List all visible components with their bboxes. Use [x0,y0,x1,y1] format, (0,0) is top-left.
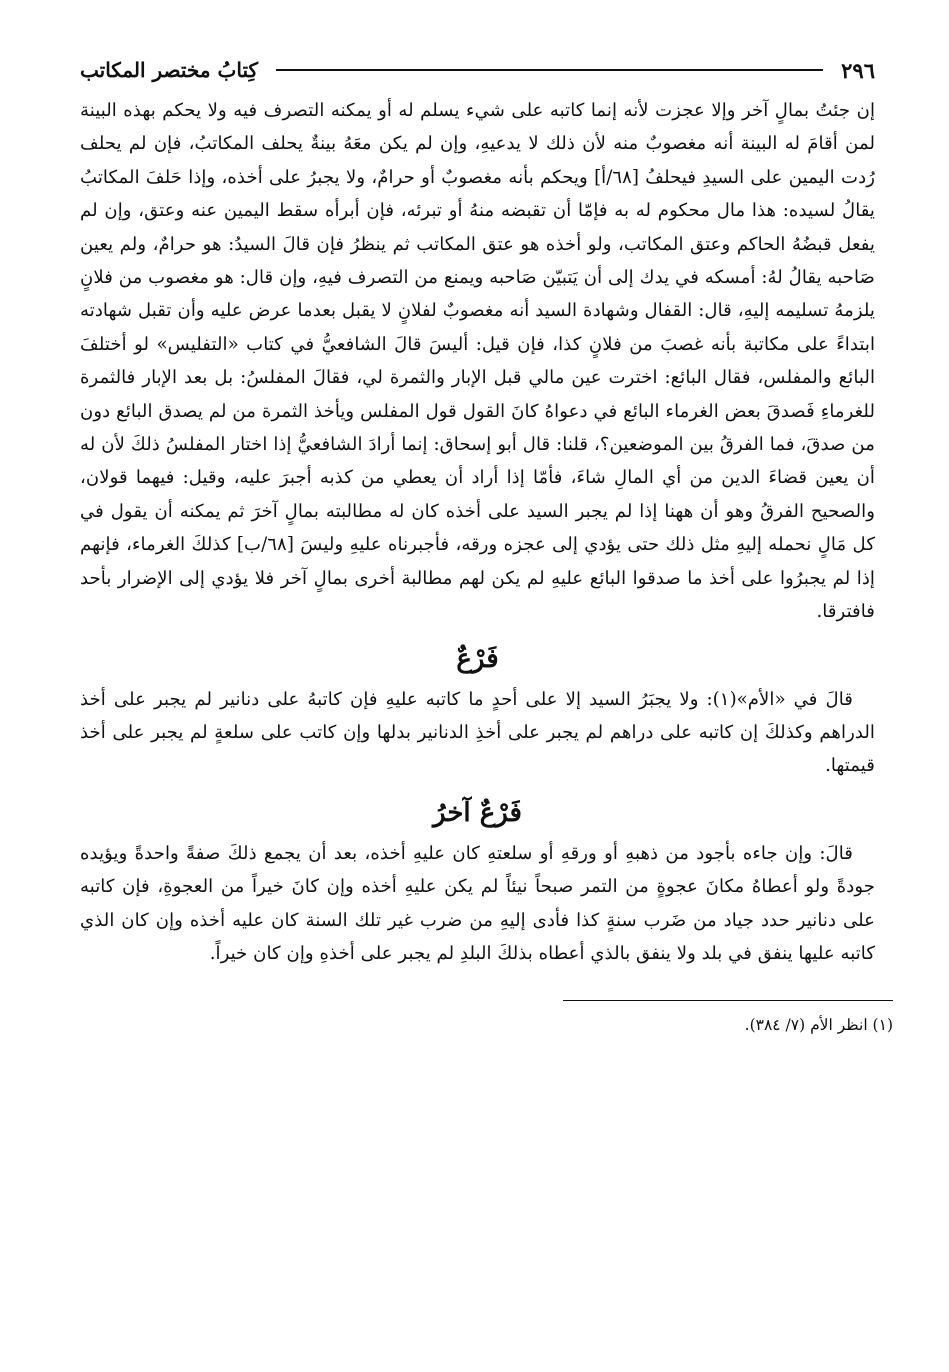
page [80,52,893,1037]
section-heading-far: فَرْعٌ [456,643,499,674]
running-header [80,52,875,88]
footnote-separator [563,1000,893,1001]
body-paragraph-3: قالَ: وإن جاءه بأجود من ذهبهِ أو ورقهِ أو سلعتهِ كان عليهِ أخذه، بعد أن يجمع ذلكَ صفةً واحدةً ويؤيده جودةً ولو أعطاهُ مكانَ عجوةٍ من التمر صبحاً نيئاً لم يكن عليهِ أخذه وإن كانَ خيراً من العجوةِ، فإن كاتبه على دنانير حدد جياد من ضَرب سنةٍ كذا فأدى إليهِ من ضرب غير تلك السنة كان عليه أخذه وإن كان الذي كاتبه عليها ينفق في بلد ولا ينفق بالذي أعطاه بذلكَ البلدِ لم يجبر على أخذهِ وإن كان خيراً. [80,842,875,964]
header-rule [276,69,823,71]
page-number: ٢٩٦ [841,57,875,83]
body-paragraph-2: قالَ في «الأم»(١): ولا يجبَرُ السيد إلا على أحدٍ ما كاتبه عليهِ فإن كاتبهُ على دنانير لم يجبر على أخذ الدراهم وكذلكَ إن كاتبه على دراهم لم يجبر على أخذِ الدنانير بدلها وإن كاتب على سلعةٍ لم يجبر على أخذ قيمتها. [80,688,875,777]
section-heading-far-akhar: فَرْعٌ آخرُ [433,797,522,828]
footnote-1: (١) انظر الأم (٧/ ٣٨٤). [744,1016,893,1035]
book-title: كِتابُ مختصر المكاتب [80,58,258,82]
body-paragraph-1: إن جئتُ بمالٍ آخر وإلا عجزت لأنه إنما كاتبه على شيء يسلم له أو يمكنه التصرف فيه ولا يحكم بهذه البينة لمن أقامَ له البينة أنه مغصوبٌ منه لأن ذلك لا يدعيهِ، وإن لم يكن معَهُ بينةٌ يحلف المكاتبُ، فإن لم يحلف رُدت اليمين على السيدِ فيحلفُ [٦٨/أ] ويحكم بأنه مغصوبٌ أو حرامٌ، ولا يجبرُ على أخذه، وإذا حَلفَ المكاتبُ يقالُ لسيده: هذا مال محكوم له به فإمّا أن تقبضه منهُ أو تبرئه، فإن أبرأه سقط اليمين عنه وعتق، وإن لم يفعل قبضُهُ الحاكم وعتق المكاتب، ولو أخذه هو عتق المكاتب ثم ينظرُ فإن قالَ السيدُ: هو حرامٌ، ولم يعين صَاحبه يقالُ لهُ: أمسكه في يدك إلى أن يَتبيّن صَاحبه ويمنع من التصرف فيهِ، وإن قال: هو مغصوب من فلانٍ يلزمهُ تسليمه إليهِ، قال: القفال وشهادة السيد أنه مغصوبٌ لفلانٍ لا يقبل بعدما عرض عليه وأن تقبل شهادته ابتداءً على مكاتبة بأنه غصبَ من فلانٍ كذا، فإن قيل: أليسَ قالَ الشافعيُّ في كتاب «التفليس» لو أختلفَ البائع والمفلس، فقال البائع: اخترت عين مالي قبل الإبار والثمرة لي، فقالَ المفلسُ: بل بعد الإبار فالثمرة للغرماءِ فَصدقَ بعض الغرماء البائع في دعواهُ كانَ القول قول المفلس ويأخذ الثمرة من لم يصدق البائع دون من صدقَ، فما الفرقُ بين الموضعين؟، قلنا: قال أبو إسحاق: إنما أرادَ الشافعيُّ إذا اختار المفلسُ ذلكَ لأن له أن يعين قضاءَ الدين من أي المالِ شاءَ، فأمّا إذا أراد أن يعطي من كذبه أجبرَ عليه، وقيل: فيهما قولان، والصحيح الفرقُ وهو أن ههنا إذا لم يجبر السيد على أخذه كان له مطالبته بمالٍ آخرَ ثم يمكنه أن يقول في كل مَالٍ نحمله إليهِ مثل ذلك حتى يؤدي إلى عجزه ورقه، فأجبرناه عليهِ وليسَ [٦٨/ب] كذلكَ الغرماء، فإنهم إذا لم يجبرُوا على أخذ ما صدقوا البائع عليهِ لم يكن لهم مطالبة أخرى بمالٍ آخر فلا يؤدي إلى الإضرار بأحد فافترقا. [80,100,875,623]
